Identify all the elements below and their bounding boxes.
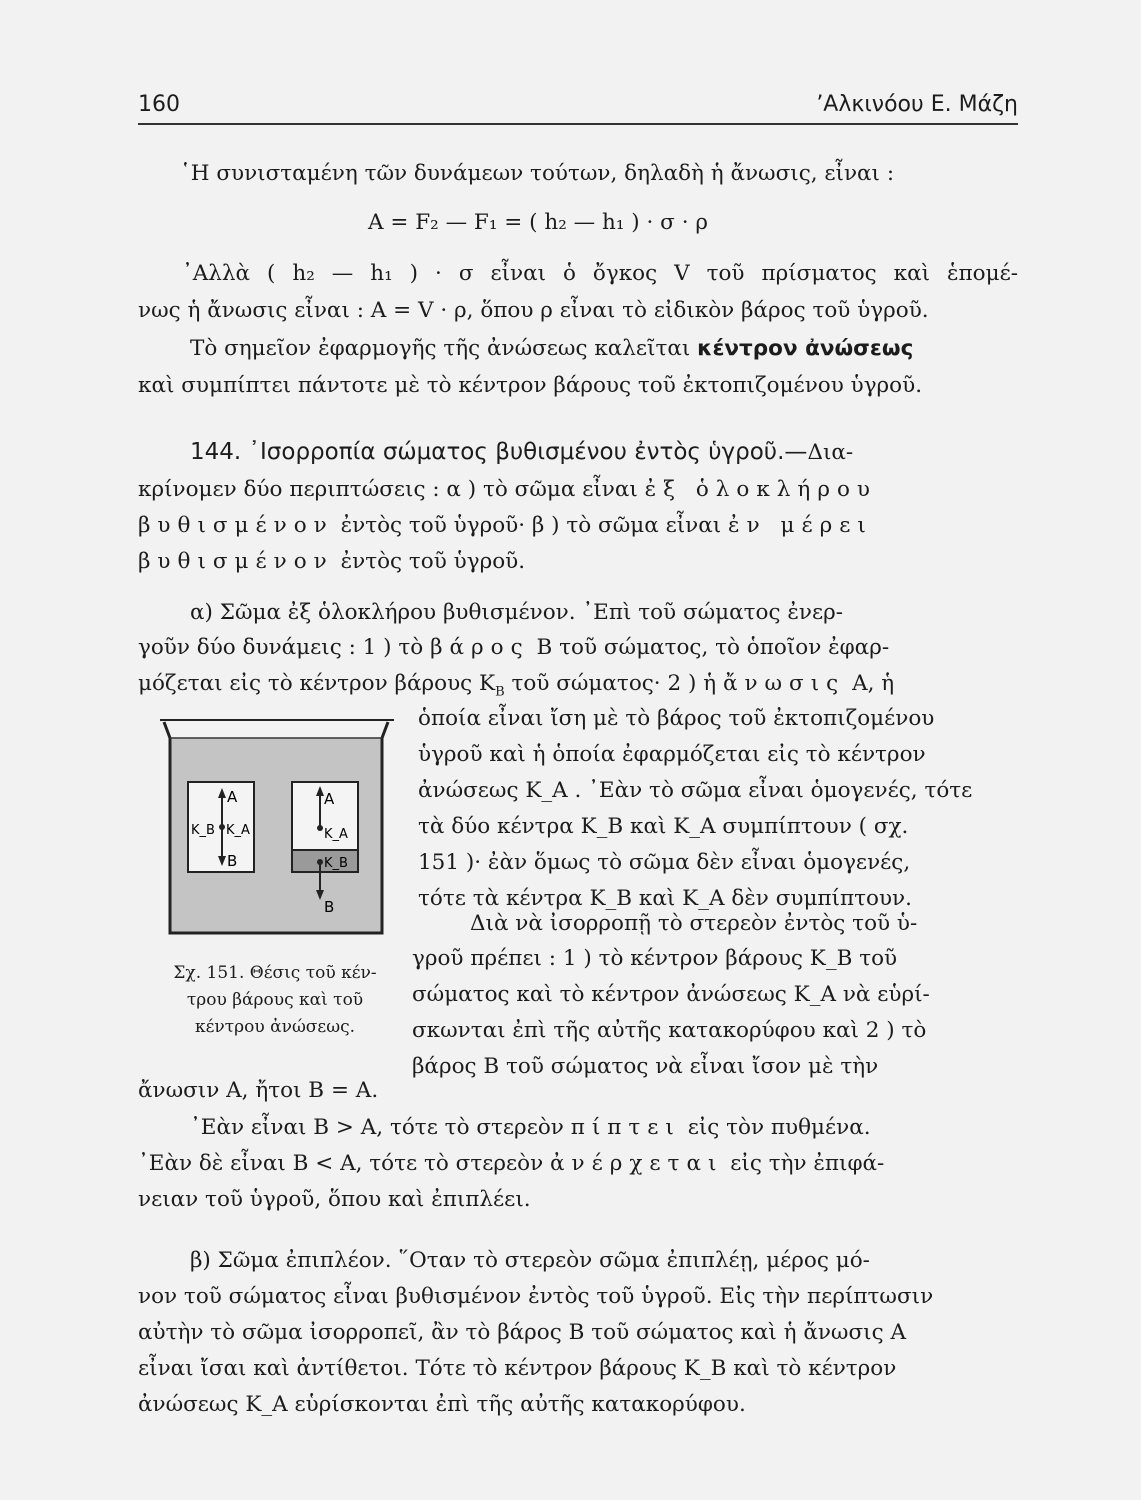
text-line: Διὰ νὰ ἰσορροπῇ τὸ στερεὸν ἐντὸς τοῦ ὑ- xyxy=(470,911,918,936)
spaced-text: ἐξ ὁλοκλήρου xyxy=(644,477,877,502)
page-header xyxy=(138,92,1018,122)
label-ka: K_A xyxy=(324,827,348,842)
text-line: ἀνώσεως K_A . ᾿Εὰν τὸ σῶμα εἶναι ὁμογενές, τότε xyxy=(418,778,973,803)
text-line: σώματος καὶ τὸ κέντρον ἀνώσεως K_A νὰ εὑρί- xyxy=(412,982,930,1007)
spaced-text: ἀνέρχεται xyxy=(550,1151,724,1176)
text-line xyxy=(138,544,525,580)
spaced-text: ἄνωσις xyxy=(722,671,846,696)
text-span: A, ἡ xyxy=(852,671,895,696)
label-b: B xyxy=(324,898,335,916)
caption-line: τρου βάρους καὶ τοῦ xyxy=(186,990,364,1010)
text-line: 151 )· ἐὰν ὅμως τὸ σῶμα δὲν εἶναι ὁμογενές, xyxy=(418,850,911,875)
figure-151 xyxy=(158,716,396,938)
figure-caption xyxy=(140,960,410,1041)
text-line: ῾Η συνισταμένη τῶν δυνάμεων τούτων, δηλαδὴ ἡ ἄνωσις, εἶναι : xyxy=(180,161,895,186)
text-line xyxy=(138,1146,884,1182)
label-a: A xyxy=(324,790,335,808)
text-span: Τὸ σημεῖον ἐφαρμογῆς τῆς ἀνώσεως καλεῖται xyxy=(190,336,691,361)
text-span: εἰς τὸν πυθμένα. xyxy=(687,1115,871,1140)
text-span: Δια- xyxy=(807,440,854,465)
center-point xyxy=(317,825,323,831)
text-span: μόζεται εἰς τὸ κέντρον βάρους K xyxy=(138,671,496,696)
text-line xyxy=(190,1110,871,1146)
section-title: 144. ᾿Ισορροπία σώματος βυθισμένου ἐντὸς ὑγροῦ.— xyxy=(190,439,808,465)
label-kb: K_B xyxy=(191,823,215,838)
running-title: ’Αλκινόου Ε. Μάζη xyxy=(816,92,1018,117)
text-line xyxy=(138,472,877,508)
spaced-text: βυθισμένον xyxy=(138,549,334,574)
text-span: B τοῦ σώματος, τὸ ὁποῖον ἐφαρ- xyxy=(536,635,890,660)
text-span: τοῦ σώματος· 2 ) ἡ xyxy=(511,671,717,696)
text-line: καὶ συμπίπτει πάντοτε μὲ τὸ κέντρον βάρους τοῦ ἐκτοπιζομένου ὑγροῦ. xyxy=(138,373,923,398)
text-line: βάρος B τοῦ σώματος νὰ εἶναι ἴσον μὲ τὴν xyxy=(412,1054,879,1079)
text-line xyxy=(138,630,889,666)
subscript: B xyxy=(495,684,505,700)
text-line: νως ἡ ἄνωσις εἶναι : A = V · ρ, ὅπου ρ εἶναι τὸ εἰδικὸν βάρος τοῦ ὑγροῦ. xyxy=(138,298,929,323)
spaced-text: πίπτει xyxy=(570,1115,681,1140)
formula-buoyancy: A = F₂ — F₁ = ( h₂ — h₁ ) · σ · ρ xyxy=(368,210,709,235)
header-rule xyxy=(138,123,1018,125)
text-span: ἐντὸς τοῦ ὑγροῦ. xyxy=(340,549,526,574)
text-span: εἰς τὴν ἐπιφά- xyxy=(730,1151,885,1176)
label-a: A xyxy=(227,788,238,806)
label-ka: K_A xyxy=(226,823,250,838)
text-line: γροῦ πρέπει : 1 ) τὸ κέντρον βάρους K_B τοῦ xyxy=(412,946,898,971)
text-line: νειαν τοῦ ὑγροῦ, ὅπου καὶ ἐπιπλέει. xyxy=(138,1187,531,1212)
text-line: ὑγροῦ καὶ ἡ ὁποία ἐφαρμόζεται εἰς τὸ κέντρον xyxy=(418,742,926,767)
spaced-text: ἐν μέρει xyxy=(728,513,873,538)
text-line: ἄνωσιν A, ἤτοι B = A. xyxy=(138,1078,379,1103)
text-line: νον τοῦ σώματος εἶναι βυθισμένον ἐντὸς τοῦ ὑγροῦ. Εἰς τὴν περίπτωσιν xyxy=(138,1284,934,1309)
text-line: σκωνται ἐπὶ τῆς αὐτῆς κατακορύφου καὶ 2 ) τὸ xyxy=(412,1018,927,1043)
text-line xyxy=(138,508,873,544)
text-span: κρίνομεν δύο περιπτώσεις : α ) τὸ σῶμα εἶναι xyxy=(138,477,638,502)
label-b: B xyxy=(227,852,238,870)
caption-line: κέντρου ἀνώσεως. xyxy=(194,1017,355,1037)
center-point xyxy=(317,859,323,865)
text-line: β) Σῶμα ἐπιπλέον. ῞Οταν τὸ στερεὸν σῶμα ἐπιπλέῃ, μέρος μό- xyxy=(190,1248,870,1273)
text-span: ἐντὸς τοῦ ὑγροῦ· β ) τὸ σῶμα εἶναι xyxy=(340,513,722,538)
text-span: γοῦν δύο δυνάμεις : 1 ) τὸ xyxy=(138,635,424,660)
text-line: αὐτὴν τὸ σῶμα ἰσορροπεῖ, ἂν τὸ βάρος B τοῦ σώματος καὶ ἡ ἄνωσις A xyxy=(138,1320,906,1345)
spaced-text: βάρος xyxy=(430,635,530,660)
label-kb: K_B xyxy=(324,856,348,871)
section-heading xyxy=(190,434,853,471)
center-point xyxy=(219,824,225,830)
term-center-of-buoyancy: κέντρον ἀνώσεως xyxy=(697,336,914,361)
text-line xyxy=(190,331,913,367)
page-number: 160 xyxy=(138,92,180,117)
text-line: ᾿Αλλὰ ( h₂ — h₁ ) · σ εἶναι ὁ ὄγκος V τοῦ πρίσματος καὶ ἑπομέ- xyxy=(182,261,1018,286)
spaced-text: βυθισμένον xyxy=(138,513,334,538)
text-span: ᾿Εὰν εἶναι B > A, τότε τὸ στερεὸν xyxy=(190,1115,564,1140)
text-line: εἶναι ἴσαι καὶ ἀντίθετοι. Τότε τὸ κέντρον βάρους K_B καὶ τὸ κέντρον xyxy=(138,1356,897,1381)
text-span: ᾿Εὰν δὲ εἶναι B < A, τότε τὸ στερεὸν xyxy=(138,1151,544,1176)
text-line: α) Σῶμα ἐξ ὁλοκλήρου βυθισμένον. ᾿Επὶ τοῦ σώματος ἐνερ- xyxy=(190,600,844,625)
text-line: ἀνώσεως K_A εὑρίσκονται ἐπὶ τῆς αὐτῆς κατακορύφου. xyxy=(138,1392,746,1417)
caption-line: Σχ. 151. Θέσις τοῦ κέν- xyxy=(173,963,377,983)
text-line: τὰ δύο κέντρα K_B καὶ K_A συμπίπτουν ( σχ. xyxy=(418,814,909,839)
text-line: τότε τὰ κέντρα K_B καὶ K_A δὲν συμπίπτουν. xyxy=(418,886,912,911)
text-line: ὁποία εἶναι ἴση μὲ τὸ βάρος τοῦ ἐκτοπιζομένου xyxy=(418,706,935,731)
